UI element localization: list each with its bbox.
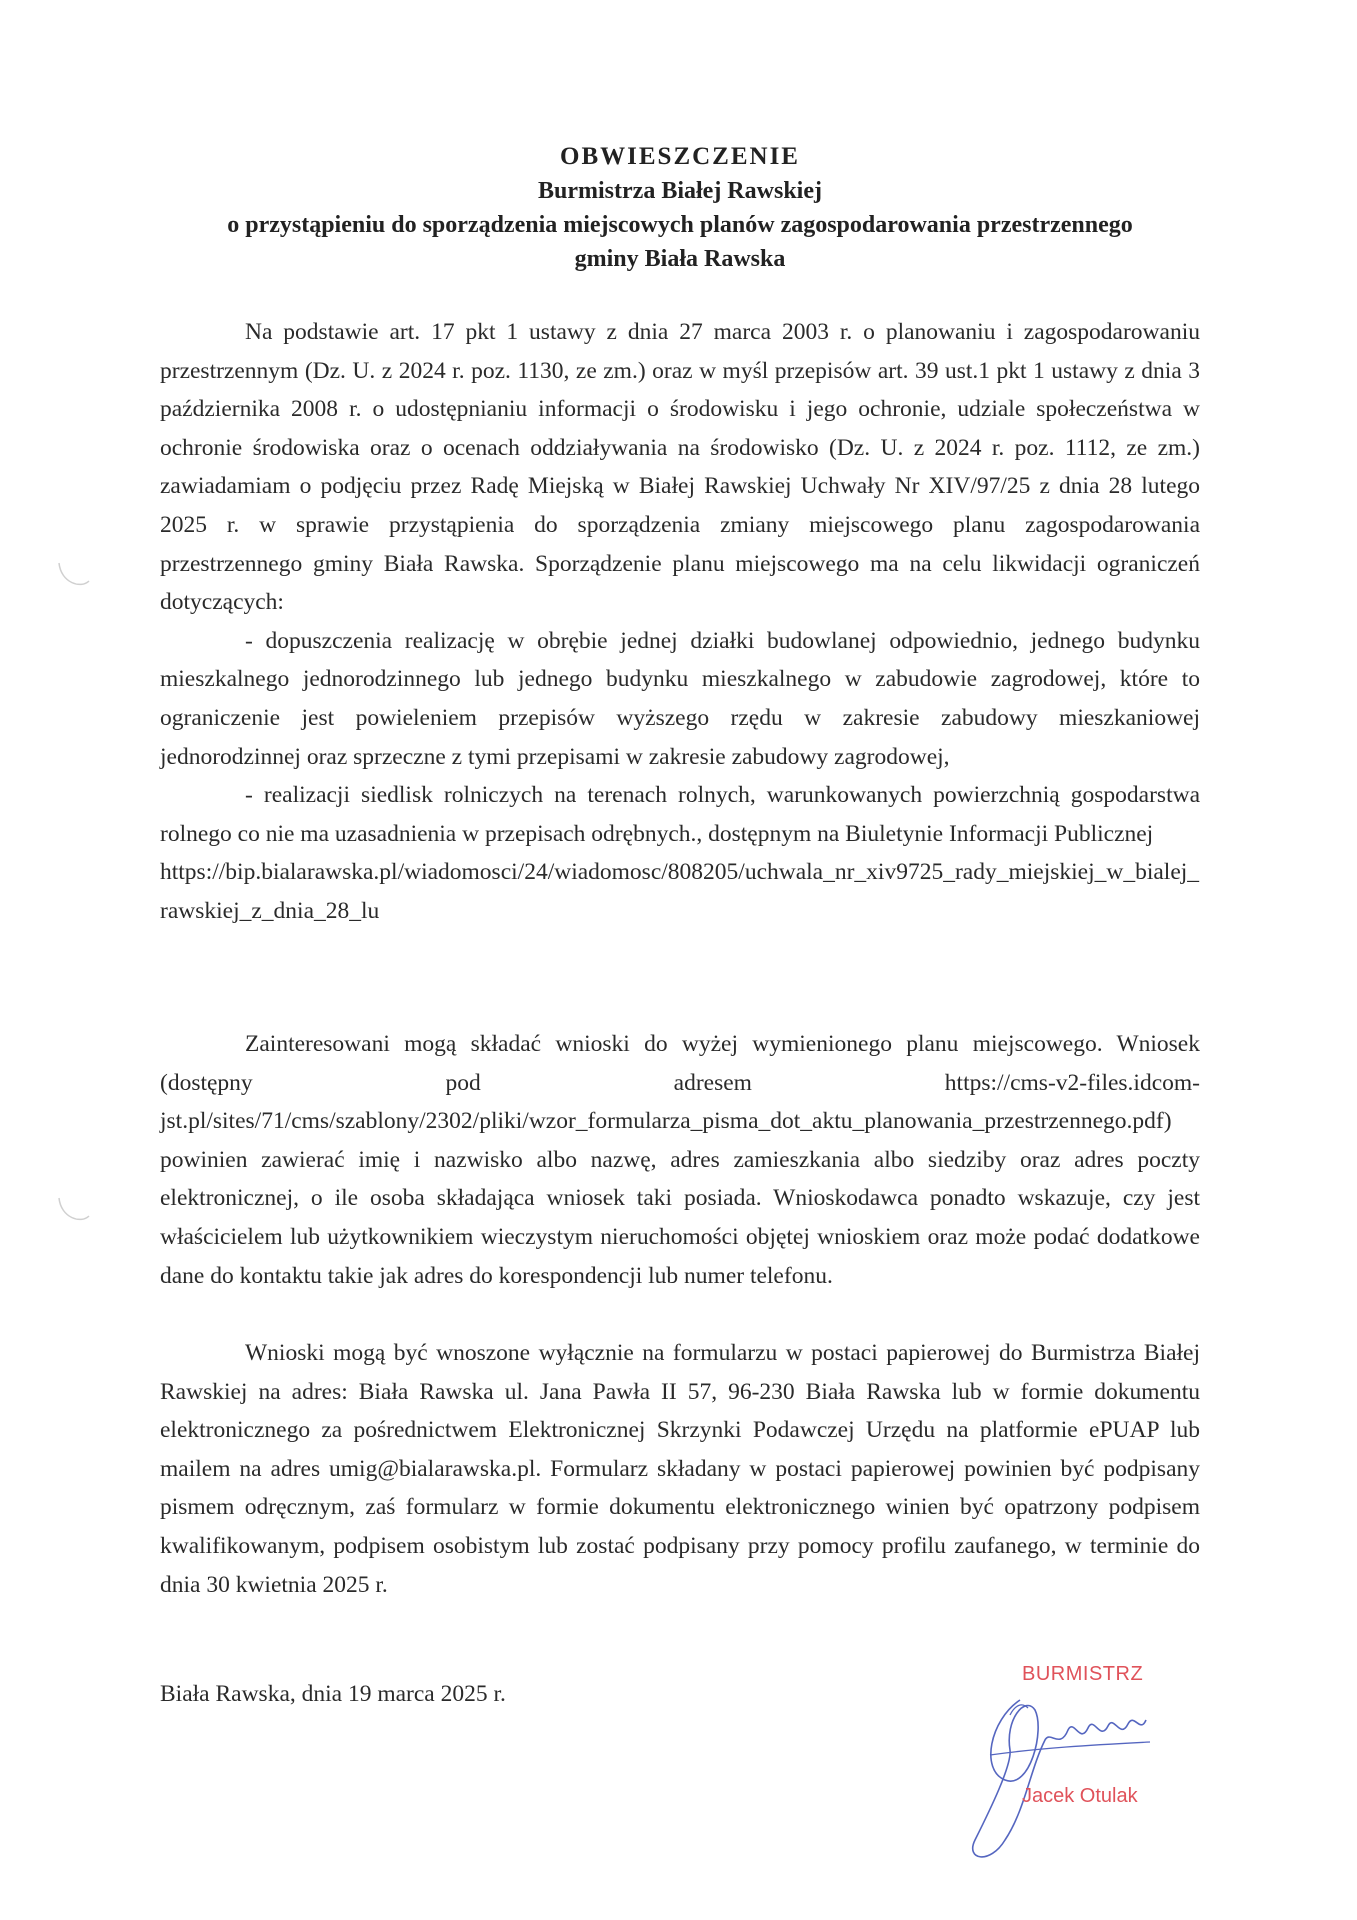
stamp-title: BURMISTRZ — [1022, 1663, 1144, 1685]
paragraph-text: Na podstawie art. 17 pkt 1 ustawy z dnia 27 marca 2003 r. o planowaniu i zagospodarowaniu przestrzennym (Dz. U. z 2024 r. poz. 1130, ze zm.) oraz w myśl przepisów art. 39 ust.1 pkt 1 ustawy z dnia 3 października 2008 r. o udostępnianiu informacji o środowisku i jego ochronie, udziale społeczeństwa w ochronie środowiska oraz o ocenach oddziaływania na środowisko (Dz. U. z 2024 r. poz. 1112, ze zm.) zawiadamiam o podjęciu przez Radę Miejską w Białej Rawskiej Uchwały Nr XIV/97/25 z dnia 28 lutego 2025 r. w sprawie przystąpienia do sporządzenia zmiany miejscowego planu zagospodarowania przestrzennego gminy Biała Rawska. Sporządzenie planu miejscowego ma na celu likwidacji ograniczeń dotyczących: — [160, 319, 1200, 616]
place-and-date: Biała Rawska, dnia 19 marca 2025 r. — [160, 1681, 506, 1707]
paragraph-applications — [160, 1025, 1200, 1295]
bullet-item: - realizacji siedlisk rolniczych na terenach rolnych, warunkowanych powierzchnią gospodarstwa rolnego co nie ma uzasadnienia w przepisach odrębnych., dostępnym na Biuletynie Informacji Publicznej — [160, 782, 1200, 847]
paragraph-text: Zainteresowani mogą składać wnioski do wyżej wymienionego planu miejscowego. Wniosek (dostępny pod adresem https://cms-v2-files.idcom-jst.pl/sites/71/cms/szablony/2302/pliki/wzor_formularza_pisma_dot_aktu_planowania_przestrzennego.pdf) powinien zawierać imię i nazwisko albo nazwę, adres zamieszkania albo siedziby oraz adres poczty elektronicznej, o ile osoba składająca wniosek taki posiada. Wnioskodawca ponadto wskazuje, czy jest właścicielem lub użytkownikiem wieczystym nieruchomości objętej wnioskiem oraz może podać dodatkowe dane do kontaktu takie jak adres do korespondencji lub numer telefonu. — [160, 1031, 1200, 1289]
bullet-item: - dopuszczenia realizację w obrębie jednej działki budowlanej odpowiednio, jednego budynku mieszkalnego jednorodzinnego lub jednego budynku mieszkalnego w zabudowie zagrodowej, które to ograniczenie jest powieleniem przepisów wyższego rzędu w zakresie zabudowy mieszkaniowej jednorodzinnej oraz sprzeczne z tymi przepisami w zakresie zabudowy zagrodowej, — [160, 627, 1200, 770]
paragraph-legal-basis — [160, 313, 1200, 931]
document-issuer: Burmistrza Białej Rawskiej — [538, 178, 822, 204]
paragraph-text: Wnioski mogą być wnoszone wyłącznie na formularzu w postaci papierowej do Burmistrza Białej Rawskiej na adres: Biała Rawska ul. Jana Pawła II 57, 96-230 Biała Rawska lub w formie dokumentu elektronicznego za pośrednictwem Elektronicznej Skrzynki Podawczej Urzędu na platformie ePUAP lub mailem na adres umig@bialarawska.pl. Formularz składany w postaci papierowej powinien być podpisany pismem odręcznym, zaś formularz w formie dokumentu elektronicznego winien być opatrzony podpisem kwalifikowanym, podpisem osobistym lub zostać podpisany przy pomocy profilu zaufanego, w terminie do dnia 30 kwietnia 2025 r. — [160, 1340, 1200, 1598]
document-header — [160, 140, 1200, 276]
handwritten-signature — [950, 1660, 1180, 1870]
paragraph-submission — [160, 1334, 1200, 1604]
stamp-name: Jacek Otulak — [1022, 1785, 1138, 1807]
punch-hole-mark — [55, 1190, 91, 1226]
document-title: OBWIESZCZENIE — [560, 143, 800, 170]
document-subject-line-2: gminy Biała Rawska — [574, 246, 786, 272]
bip-url: https://bip.bialarawska.pl/wiadomosci/24/wiadomosc/808205/uchwala_nr_xiv9725_rady_miejskiej_w_bialej_rawskiej_z_dnia_28_lu — [160, 859, 1200, 924]
document-subject-line-1: o przystąpieniu do sporządzenia miejscowych planów zagospodarowania przestrzennego — [227, 212, 1133, 238]
punch-hole-mark — [55, 555, 91, 591]
